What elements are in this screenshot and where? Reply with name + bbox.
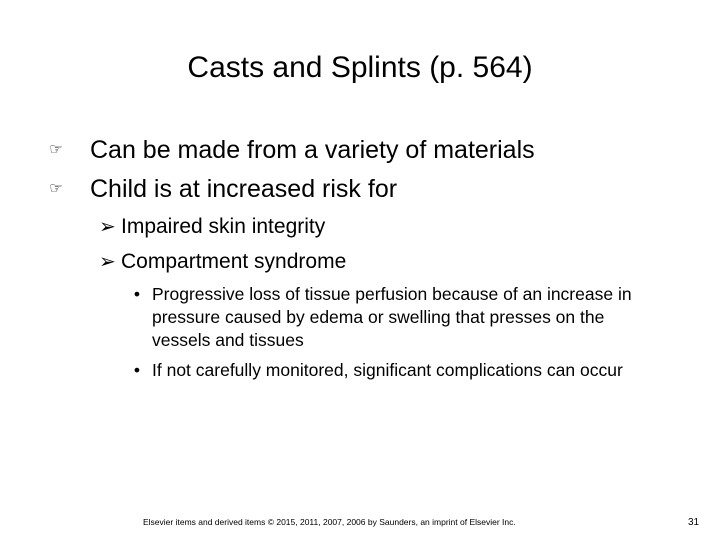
dot-bullet-icon: • (133, 360, 141, 380)
subbullet-text: Impaired skin integrity (121, 215, 326, 238)
detail-text: Progressive loss of tissue perfusion because of an increase in pressure caused by edema or swelling that presses on the vessels and tissues (152, 284, 632, 350)
hand-pointer-icon: ☞ (49, 141, 63, 158)
detail-text: If not carefully monitored, significant complications can occur (152, 360, 623, 380)
dot-bullet-icon: • (133, 284, 141, 304)
copyright-notice: Elsevier items and derived items © 2015, 2011, 2007, 2006 by Saunders, an imprint of Elsevier Inc. (143, 517, 516, 527)
page-number: 31 (688, 517, 700, 528)
bullet-text: Can be made from a variety of materials (90, 136, 535, 164)
arrow-bullet-icon: ➢ (99, 216, 116, 238)
slide-title: Casts and Splints (p. 564) (187, 51, 533, 84)
subbullet-text: Compartment syndrome (121, 250, 347, 273)
slide-footer (0, 512, 720, 532)
arrow-bullet-icon: ➢ (99, 251, 116, 273)
hand-pointer-icon: ☞ (49, 180, 63, 197)
bullet-text: Child is at increased risk for (90, 175, 398, 203)
